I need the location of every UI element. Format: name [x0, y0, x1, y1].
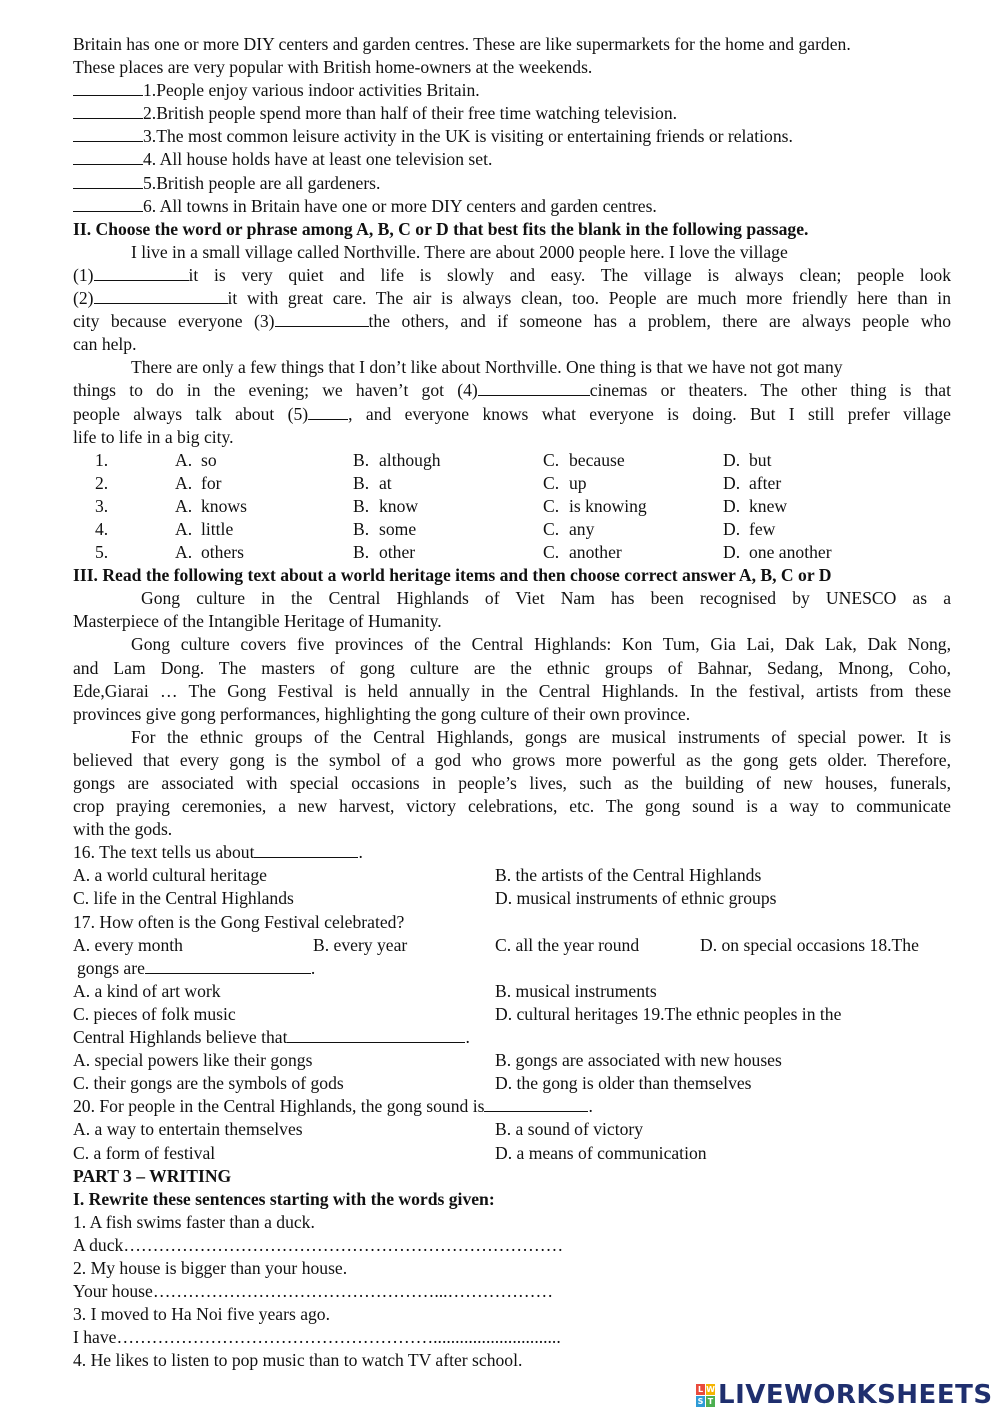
answer-blank[interactable] — [145, 957, 311, 974]
option-c[interactable]: C. is knowing — [543, 495, 647, 516]
question-text: gongs are — [77, 957, 145, 978]
tf-item — [73, 148, 951, 171]
option-b[interactable]: B. some — [353, 518, 417, 539]
intro-line: Britain has one or more DIY centers and garden centres. These are like supermarkets for the home and garden. — [73, 34, 851, 54]
passage-line: and Lam Dong. The masters of gong culture are the ethnic groups of Bahnar, Sedang, Mnong, Coho, — [73, 657, 951, 678]
choice-b[interactable]: B. musical instruments — [495, 980, 657, 1001]
option-row — [73, 518, 951, 541]
passage-line — [73, 264, 951, 287]
tf-text: 6. All towns in Britain have one or more DIY centers and garden centres. — [143, 195, 657, 216]
choice-row — [73, 1142, 951, 1165]
tf-item — [73, 102, 951, 125]
passage-line: provinces give gong performances, highlighting the gong culture of their own province. — [73, 703, 691, 724]
question-number: 3. — [95, 495, 109, 516]
passage-line: crop praying ceremonies, a new harvest, victory celebrations, etc. The gong sound is a way to communicate — [73, 796, 951, 817]
gap-blank-4[interactable] — [478, 379, 590, 396]
answer-blank[interactable] — [73, 79, 143, 96]
option-row — [73, 495, 951, 518]
question-number: 2. — [95, 472, 109, 493]
rewrite-sentence: 2. My house is bigger than your house. — [73, 1257, 348, 1278]
question-text: 20. For people in the Central Highlands, the gong sound is — [73, 1096, 485, 1117]
choice-row — [73, 934, 951, 957]
question-period: . — [588, 1096, 593, 1117]
question-number: 1. — [95, 449, 109, 470]
choice-c[interactable]: C. a form of festival — [73, 1142, 216, 1163]
answer-blank[interactable] — [73, 148, 143, 165]
option-row — [73, 449, 951, 472]
option-b[interactable]: B. other — [353, 542, 416, 563]
logo-text: LIVEWORKSHEETS — [718, 1380, 993, 1410]
answer-blank[interactable] — [484, 1095, 588, 1112]
choice-a[interactable]: A. a world cultural heritage — [73, 865, 267, 886]
gap-number: things to do in the evening; we haven’t got (4) — [73, 380, 478, 401]
option-d[interactable]: D. few — [723, 518, 776, 539]
passage-text: , and everyone knows what everyone is doing. But I still prefer village — [348, 403, 951, 424]
section-heading: II. Choose the word or phrase among A, B, C or D that best fits the blank in the following passage. — [73, 218, 809, 239]
question-17: 17. How often is the Gong Festival celebrated? — [73, 911, 405, 932]
option-c[interactable]: C. another — [543, 542, 622, 563]
passage-line: There are only a few things that I don’t like about Northville. One thing is that we have not got many — [131, 357, 843, 378]
choice-a[interactable]: A. a kind of art work — [73, 980, 221, 1001]
choice-c[interactable]: C. all the year round — [495, 934, 640, 955]
rewrite-sentence: 1. A fish swims faster than a duck. — [73, 1211, 315, 1232]
tf-item — [73, 79, 951, 102]
gap-blank-1[interactable] — [94, 264, 189, 281]
passage-line: For the ethnic groups of the Central Highlands, gongs are musical instruments of special power. It is — [131, 726, 951, 747]
option-a[interactable]: A. so — [175, 449, 217, 470]
choice-c[interactable]: C. life in the Central Highlands — [73, 888, 294, 909]
choice-d[interactable]: D. on special occasions 18.The — [700, 934, 919, 955]
passage-line — [73, 403, 951, 426]
choice-row — [73, 1003, 951, 1026]
tf-text: 4. All house holds have at least one television set. — [143, 149, 493, 170]
logo-mark-icon: L W S T — [697, 1384, 715, 1406]
gap-blank-2[interactable] — [94, 287, 228, 304]
tf-text: 2.British people spend more than half of their free time watching television. — [143, 103, 678, 124]
passage-line — [73, 379, 951, 402]
answer-blank[interactable] — [73, 125, 143, 142]
true-false-list — [73, 79, 951, 218]
passage-line: gongs are associated with special occasions in people’s lives, such as the building of new houses, funerals, — [73, 773, 951, 793]
choice-row — [73, 980, 951, 1003]
part-heading: PART 3 – WRITING — [73, 1165, 232, 1186]
question-text: Central Highlands believe that — [73, 1027, 288, 1048]
passage-text: it is very quiet and life is slowly and easy. The village is always clean; people look — [188, 264, 951, 285]
option-row — [73, 541, 951, 564]
gap-number: people always talk about (5) — [73, 403, 309, 424]
question-16 — [73, 841, 951, 864]
choice-a[interactable]: A. special powers like their gongs — [73, 1050, 313, 1071]
passage-line: Gong culture in the Central Highlands of Viet Nam has been recognised by UNESCO as a — [141, 588, 951, 609]
answer-blank[interactable] — [73, 195, 143, 212]
question-period: . — [358, 842, 363, 863]
option-a[interactable]: A. little — [175, 518, 234, 539]
choice-a[interactable]: A. every month — [73, 934, 183, 955]
passage-line: Masterpiece of the Intangible Heritage of Humanity. — [73, 611, 442, 632]
intro-line: These places are very popular with British home-owners at the weekends. — [73, 57, 593, 78]
passage-text: it with great care. The air is always clean, too. People are much more friendly here than in — [227, 288, 951, 309]
rewrite-sentence: 4. He likes to listen to pop music than to watch TV after school. — [73, 1350, 523, 1371]
choice-b[interactable]: B. every year — [313, 934, 408, 955]
option-d[interactable]: D. but — [723, 449, 772, 470]
question-18 — [73, 957, 951, 980]
options-table — [73, 449, 951, 564]
passage-line: Ede,Giarai … The Gong Festival is held annually in the Central Highlands. In the festival, artists from these — [73, 680, 951, 701]
choice-d[interactable]: D. the gong is older than themselves — [495, 1073, 752, 1094]
question-number: 5. — [95, 542, 109, 563]
passage-line: I live in a small village called Northville. There are about 2000 people here. I love the village — [131, 241, 788, 262]
option-d[interactable]: D. after — [723, 472, 782, 493]
answer-blank[interactable] — [254, 841, 358, 858]
choice-d[interactable]: D. musical instruments of ethnic groups — [495, 888, 777, 909]
passage-line: believed that every gong is the symbol of a god who grows more powerful as the gong gets older. Therefore, — [73, 749, 951, 770]
tf-text: 5.British people are all gardeners. — [143, 172, 381, 193]
question-19 — [73, 1026, 951, 1049]
choice-row — [73, 1072, 951, 1095]
option-c[interactable]: C. any — [543, 518, 595, 539]
rewrite-answer-line[interactable]: Your house…………………………………………...……………… — [73, 1281, 554, 1302]
option-b[interactable]: B. although — [353, 449, 441, 470]
section-heading: I. Rewrite these sentences starting with the words given: — [73, 1188, 495, 1209]
passage-line: Gong culture covers five provinces of the Central Highlands: Kon Tum, Gia Lai, Dak Lak, Dak Nong, — [131, 634, 951, 655]
liveworksheets-logo — [696, 1380, 993, 1410]
rewrite-sentence: 3. I moved to Ha Noi five years ago. — [73, 1304, 330, 1325]
gap-number: (1) — [73, 264, 94, 285]
tf-item — [73, 172, 951, 195]
passage-text: the others, and if someone has a problem, there are always people who — [368, 311, 951, 332]
tf-item — [73, 125, 951, 148]
choice-c[interactable]: C. pieces of folk music — [73, 1003, 236, 1024]
rewrite-answer-line[interactable]: A duck………………………………………………………………… — [73, 1234, 564, 1255]
gap-number: city because everyone (3) — [73, 311, 275, 332]
choice-b[interactable]: B. gongs are associated with new houses — [495, 1050, 782, 1071]
question-period: . — [465, 1027, 470, 1048]
passage-line: with the gods. — [73, 819, 173, 840]
choice-b[interactable]: B. a sound of victory — [495, 1119, 644, 1140]
option-b[interactable]: B. know — [353, 495, 419, 516]
option-c[interactable]: C. because — [543, 449, 625, 470]
passage-line — [73, 287, 951, 310]
choice-row — [73, 864, 951, 887]
tf-item — [73, 195, 951, 218]
gap-blank-5[interactable] — [308, 403, 348, 420]
answer-blank[interactable] — [73, 172, 143, 189]
answer-blank[interactable] — [73, 102, 143, 119]
passage-line: can help. — [73, 334, 137, 355]
question-number: 4. — [95, 518, 109, 539]
choice-b[interactable]: B. the artists of the Central Highlands — [495, 865, 762, 886]
choice-row — [73, 1049, 951, 1072]
choice-row — [73, 1118, 951, 1141]
option-d[interactable]: D. knew — [723, 495, 788, 516]
option-d[interactable]: D. one another — [723, 542, 832, 563]
choice-row — [73, 887, 951, 910]
option-a[interactable]: A. for — [175, 472, 222, 493]
option-c[interactable]: C. up — [543, 472, 587, 493]
worksheet-page — [73, 33, 951, 1372]
gap-blank-3[interactable] — [275, 310, 369, 327]
option-a[interactable]: A. knows — [175, 495, 247, 516]
tf-text: 1.People enjoy various indoor activities Britain. — [143, 80, 480, 101]
question-text: 16. The text tells us about — [73, 842, 255, 863]
option-a[interactable]: A. others — [175, 542, 244, 563]
choice-d[interactable]: D. a means of communication — [495, 1142, 707, 1163]
passage-text: cinemas or theaters. The other thing is that — [589, 380, 951, 401]
answer-blank[interactable] — [287, 1026, 465, 1043]
option-b[interactable]: B. at — [353, 472, 392, 493]
tf-text: 3.The most common leisure activity in the UK is visiting or entertaining friends or relations. — [143, 126, 793, 147]
question-20 — [73, 1095, 951, 1118]
rewrite-answer-line[interactable]: I have………………………………………………............................. — [73, 1327, 561, 1348]
choice-d[interactable]: D. cultural heritages 19.The ethnic peoples in the — [495, 1003, 842, 1024]
choice-a[interactable]: A. a way to entertain themselves — [73, 1119, 303, 1140]
question-period: . — [310, 957, 316, 978]
choice-c[interactable]: C. their gongs are the symbols of gods — [73, 1073, 344, 1094]
option-row — [73, 472, 951, 495]
section-heading: III. Read the following text about a world heritage items and then choose correct answer A, B, C or D — [73, 565, 832, 586]
passage-line: life to life in a big city. — [73, 426, 234, 447]
passage-line — [73, 310, 951, 333]
gap-number: (2) — [73, 288, 94, 309]
